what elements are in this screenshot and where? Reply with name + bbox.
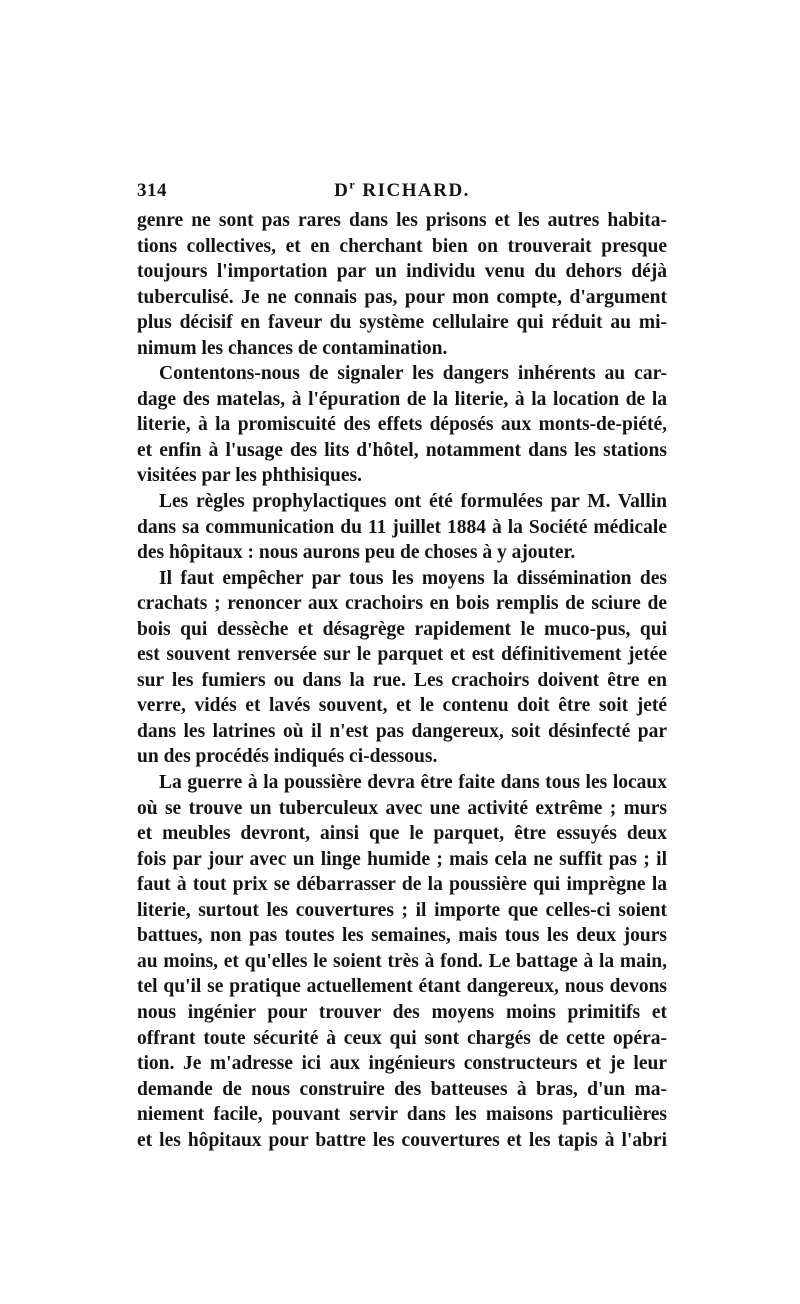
text-line: nous ingénier pour trouver des moyens moins primitifs et [137, 1001, 667, 1023]
text-line: visitées par les phthisiques. [137, 465, 363, 487]
text-line: literie, à la promiscuité des effets déposés aux monts-de-piété, [137, 414, 667, 436]
text-line: et enfin à l'usage des lits d'hôtel, notamment dans les stations [137, 439, 667, 461]
body-text [137, 208, 667, 1153]
text-line: demande de nous construire des batteuses à bras, d'un ma- [137, 1078, 667, 1100]
paragraph [137, 566, 667, 770]
text-line: et meubles devront, ainsi que le parquet, être essuyés deux [137, 823, 667, 845]
text-line: dans les latrines où il n'est pas dangereux, soit désinfecté par [137, 720, 667, 742]
text-line: plus décisif en faveur du système cellulaire qui réduit au mi- [137, 312, 667, 334]
paragraph [137, 489, 667, 566]
paragraph [137, 208, 667, 361]
text-line: sur les fumiers ou dans la rue. Les crachoirs doivent être en [137, 669, 667, 691]
text-line: Il faut empêcher par tous les moyens la dissémination des [159, 567, 667, 589]
text-line: où se trouve un tuberculeux avec une activité extrême ; murs [137, 797, 667, 819]
running-title-name: RICHARD. [356, 180, 470, 201]
text-line: literie, surtout les couvertures ; il importe que celles-ci soient [137, 899, 667, 921]
text-line: au moins, et qu'elles le soient très à fond. Le battage à la main, [137, 950, 667, 972]
text-line: fois par jour avec un linge humide ; mais cela ne suffit pas ; il [137, 848, 667, 870]
text-line: verre, vidés et lavés souvent, et le contenu doit être soit jeté [137, 695, 667, 717]
text-line: La guerre à la poussière devra être faite dans tous les locaux [159, 772, 667, 794]
text-line: est souvent renversée sur le parquet et est définitivement jetée [137, 644, 667, 666]
text-line: genre ne sont pas rares dans les prisons et les autres habita- [137, 210, 667, 231]
text-line: Contentons-nous de signaler les dangers inhérents au car- [159, 363, 667, 385]
paragraph [137, 770, 667, 1153]
text-line: dage des matelas, à l'épuration de la literie, à la location de la [137, 388, 667, 410]
text-line: battues, non pas toutes les semaines, mais tous les deux jours [137, 925, 667, 947]
running-title-prefix: D [334, 180, 350, 201]
text-line: faut à tout prix se débarrasser de la poussière qui imprègne la [137, 874, 667, 896]
text-line: bois qui dessèche et désagrège rapidement le muco-pus, qui [137, 618, 667, 640]
running-title-sup: r [349, 177, 357, 192]
paragraph [137, 361, 667, 489]
running-head [137, 177, 667, 206]
text-line: crachats ; renoncer aux crachoirs en bois remplis de sciure de [137, 593, 667, 615]
text-line: des hôpitaux : nous aurons peu de choses à y ajouter. [137, 542, 576, 564]
page-number: 314 [137, 180, 167, 201]
text-line: tions collectives, et en cherchant bien on trouverait presque [137, 235, 667, 257]
text-line: niement facile, pouvant servir dans les maisons particulières [137, 1104, 667, 1126]
text-line: toujours l'importation par un individu venu du dehors déjà [137, 261, 667, 283]
text-line: et les hôpitaux pour battre les couvertures et les tapis à l'abri [137, 1129, 667, 1151]
text-line: nimum les chances de contamination. [137, 337, 448, 359]
running-title [137, 177, 667, 202]
text-line: tel qu'il se pratique actuellement étant dangereux, nous devons [137, 976, 667, 998]
text-line: tion. Je m'adresse ici aux ingénieurs constructeurs et je leur [137, 1053, 667, 1075]
text-line: un des procédés indiqués ci-dessous. [137, 746, 438, 768]
text-line: offrant toute sécurité à ceux qui sont chargés de cette opéra- [137, 1027, 667, 1049]
text-line: Les règles prophylactiques ont été formulées par M. Vallin [159, 491, 667, 513]
text-line: dans sa communication du 11 juillet 1884 à la Société médicale [137, 516, 667, 538]
text-line: tuberculisé. Je ne connais pas, pour mon compte, d'argument [137, 286, 667, 308]
